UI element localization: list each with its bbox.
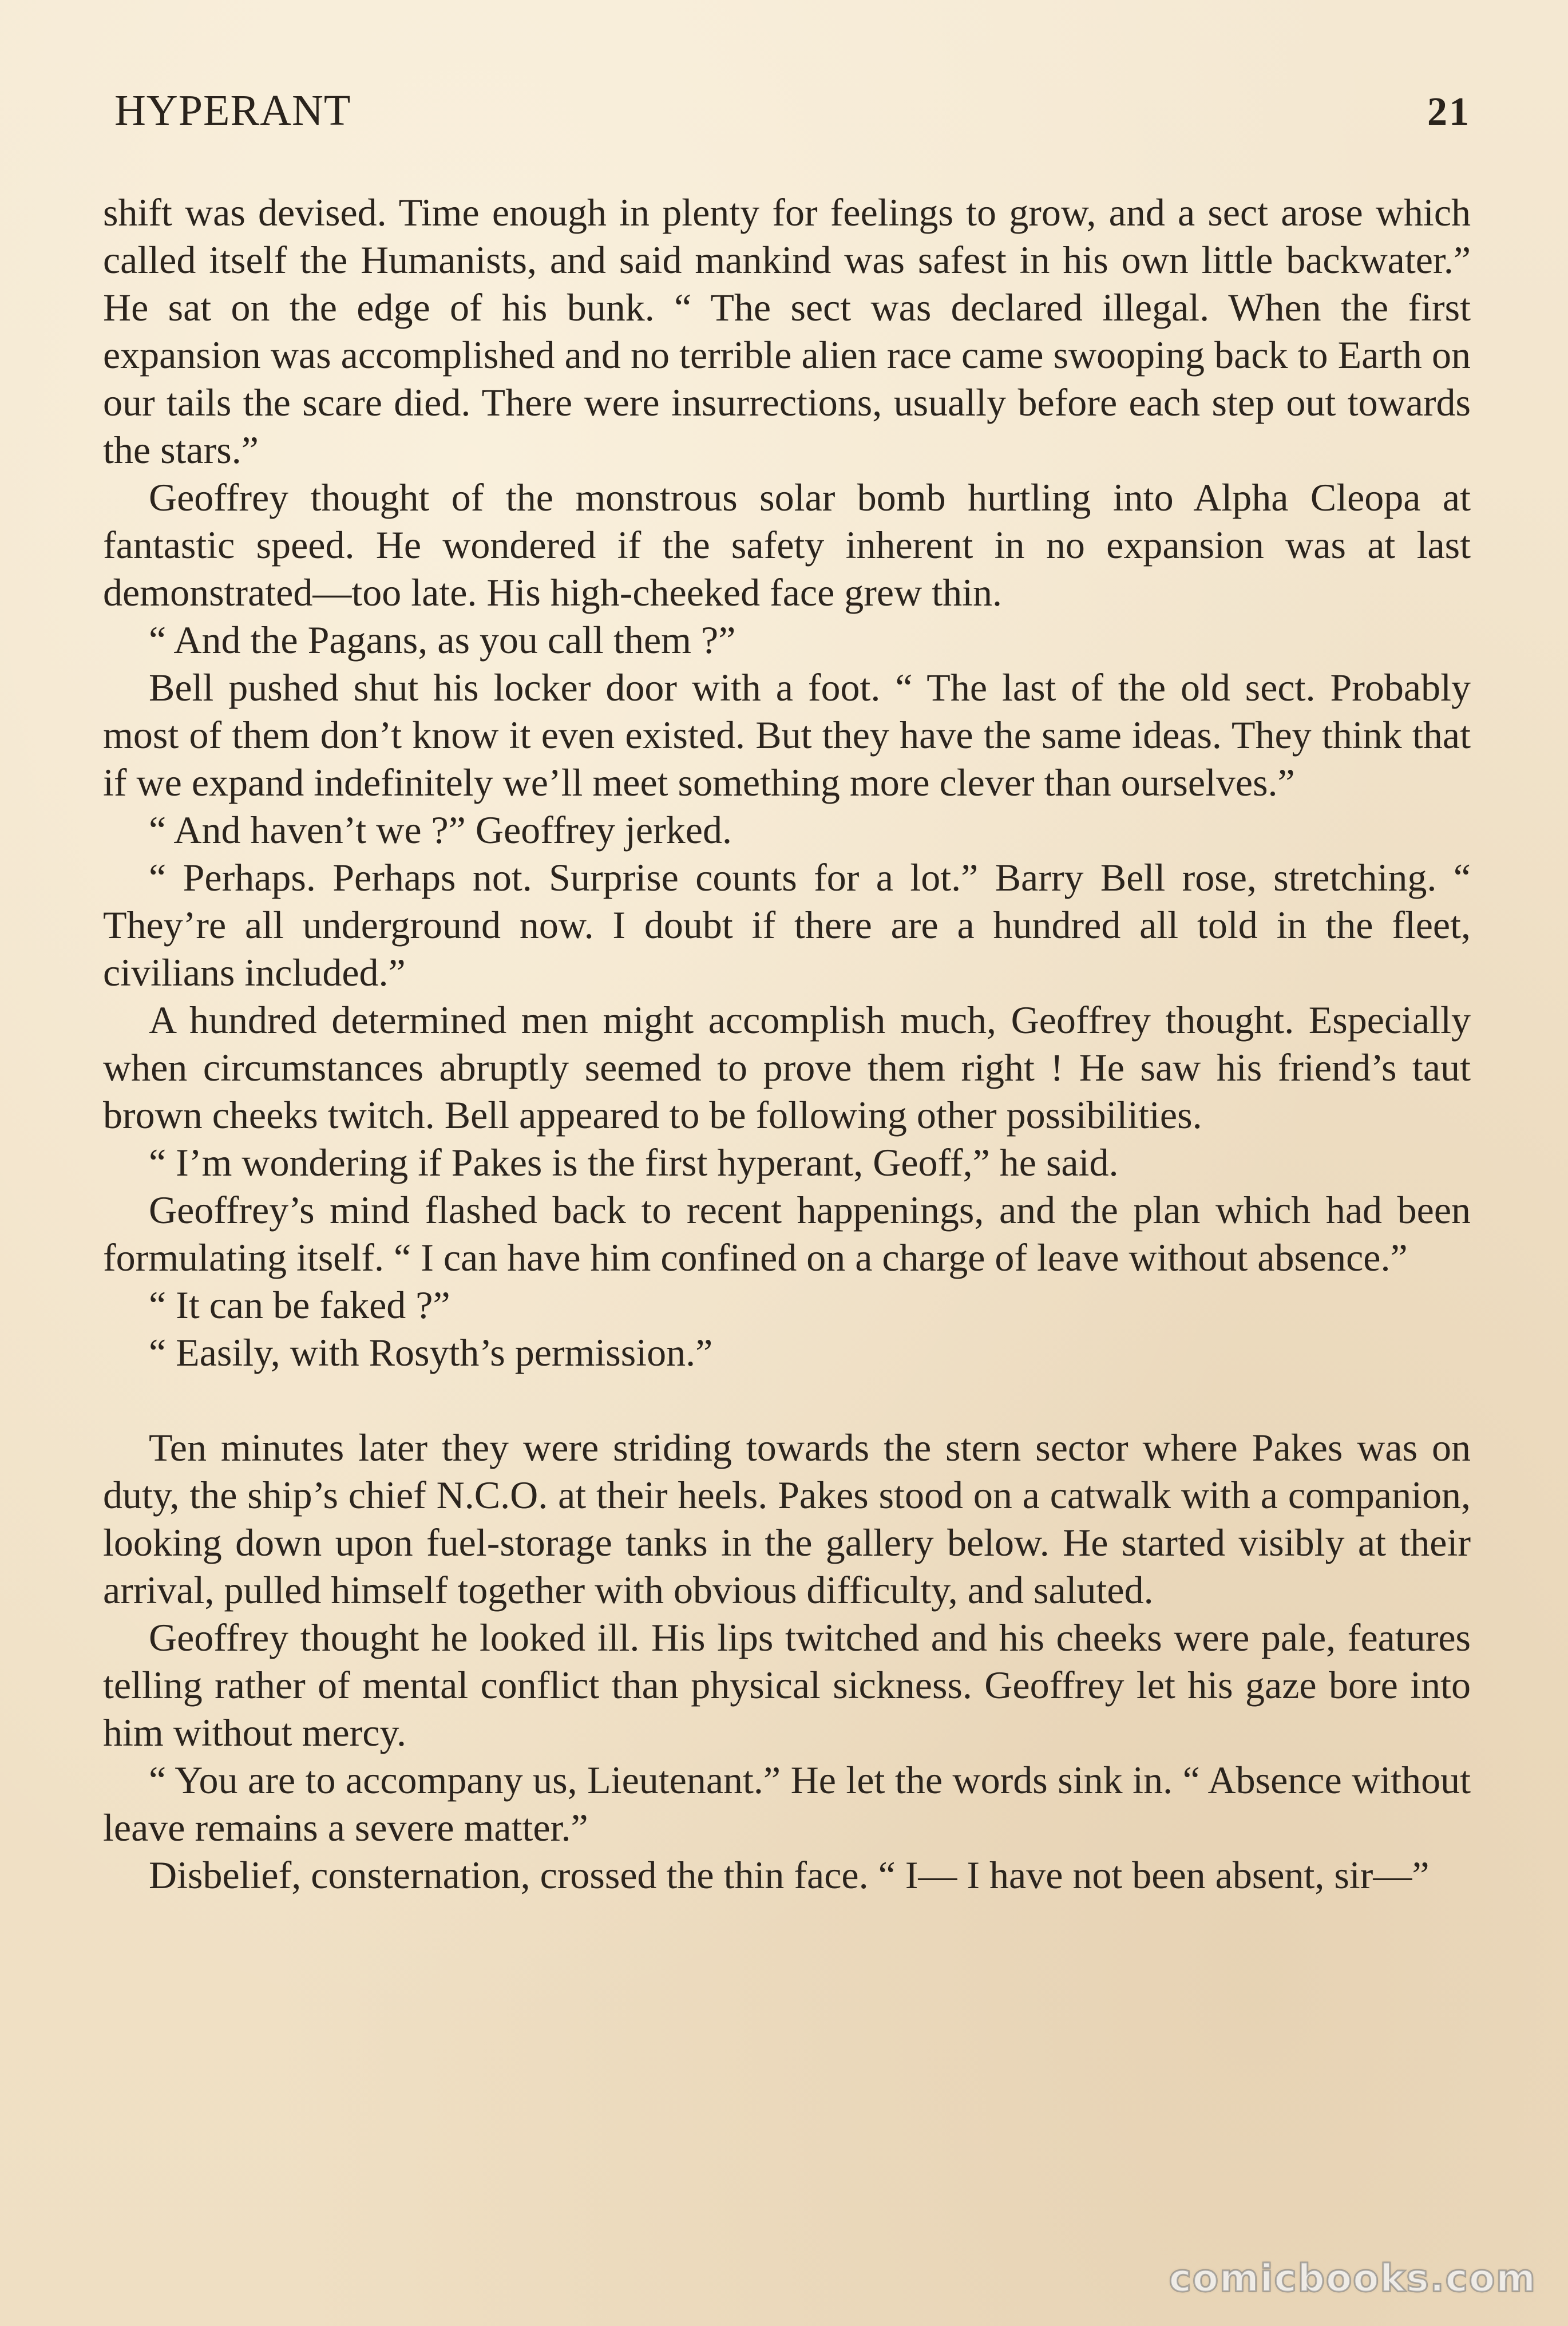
paragraph: Disbelief, consternation, crossed the thin face. “ I— I have not been absent, sir—” bbox=[149, 1853, 1430, 1897]
paragraph: “ Perhaps. Perhaps not. Surprise counts for a lot.” Barry Bell rose, stretching. “ They’re all underground now. I doubt if there are a hundred all told in the fleet, civilians included.” bbox=[103, 856, 1471, 994]
paragraph: “ You are to accompany us, Lieutenant.” He let the words sink in. “ Absence without leave remains a severe matter.” bbox=[103, 1758, 1471, 1849]
paragraph: Geoffrey’s mind flashed back to recent happenings, and the plan which had been formulating itself. “ I can have him confined on a charge of leave without absence.” bbox=[103, 1188, 1471, 1279]
paragraph: “ And haven’t we ?” Geoffrey jerked. bbox=[149, 808, 732, 852]
running-head bbox=[114, 86, 1471, 143]
paragraph: Bell pushed shut his locker door with a foot. “ The last of the old sect. Probably most of them don’t know it even existed. But they have the same ideas. They think that if we expand indefinitely we’ll meet something more clever than ourselves.” bbox=[103, 666, 1471, 804]
paragraph: “ Easily, with Rosyth’s permission.” bbox=[149, 1331, 713, 1374]
paragraph: shift was devised. Time enough in plenty for feelings to grow, and a sect arose which called itself the Humanists, and said mankind was safest in his own little backwater.” He sat on the edge of his bunk. “ The sect was declared illegal. When the first expansion was accomplished and no terrible alien race came swooping back to Earth on our tails the scare died. There were insurrections, usually before each step out towards the stars.” bbox=[103, 191, 1471, 472]
paragraph: A hundred determined men might accomplish much, Geoffrey thought. Especially when circumstances abruptly seemed to prove them right ! He saw his friend’s taut brown cheeks twitch. Bell appeared to be following other possibilities. bbox=[103, 998, 1471, 1137]
running-head-title: HYPERANT bbox=[114, 86, 351, 135]
body-text bbox=[103, 189, 1471, 1899]
watermark: comicbooks.com bbox=[1169, 2256, 1537, 2300]
paragraph: “ I’m wondering if Pakes is the first hyperant, Geoff,” he said. bbox=[149, 1141, 1119, 1184]
paragraph: “ It can be faked ?” bbox=[149, 1283, 450, 1327]
paragraph: “ And the Pagans, as you call them ?” bbox=[149, 618, 736, 662]
section-break bbox=[103, 1376, 1471, 1424]
paragraph: Ten minutes later they were striding towards the stern sector where Pakes was on duty, the ship’s chief N.C.O. at their heels. Pakes stood on a catwalk with a companion, looking down upon fuel-storage tanks in the gallery below. He started visibly at their arrival, pulled himself together with obvious difficulty, and saluted. bbox=[103, 1426, 1471, 1612]
paragraph: Geoffrey thought he looked ill. His lips twitched and his cheeks were pale, features telling rather of mental conflict than physical sickness. Geoffrey let his gaze bore into him without mercy. bbox=[103, 1616, 1471, 1754]
page-number: 21 bbox=[1427, 90, 1471, 134]
paragraph: Geoffrey thought of the monstrous solar bomb hurtling into Alpha Cleopa at fantastic speed. He wondered if the safety inherent in no expansion was at last demonstrated—too late. His high-cheeked face grew thin. bbox=[103, 476, 1471, 614]
